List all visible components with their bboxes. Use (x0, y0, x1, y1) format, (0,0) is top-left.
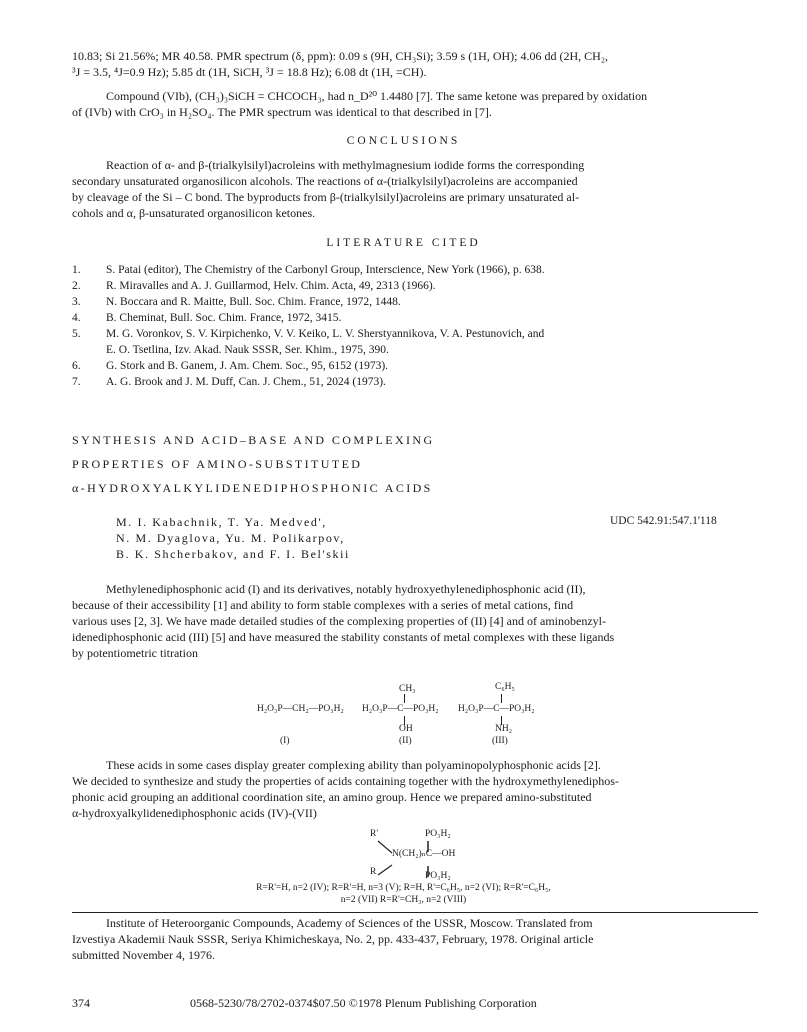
label-iii: (III) (492, 736, 508, 746)
conclusions-line-3: by cleavage of the Si – C bond. The byproducts from β-(trialkylsilyl)acroleins are primary unsaturated al- (72, 190, 580, 204)
formula-ii-main: H₂O₃P—C—PO₃H₂ (362, 704, 439, 714)
conclusions-line-2: secondary unsaturated organosilicon alcohols. The reactions of α-(trialkylsilyl)acroleins are accompanied (72, 174, 578, 188)
formula-iii-main: H₂O₃P—C—PO₃H₂ (458, 704, 535, 714)
intro-line-1: Methylenediphosphonic acid (I) and its derivatives, notably hydroxyethylenediphosphonic acid (II), (106, 582, 586, 596)
udc-code: UDC 542.91:547.1'118 (610, 515, 717, 527)
intro-line-3: various uses [2, 3]. We have made detailed studies of the complexing properties of (II) [4] and of aminobenzyl- (72, 614, 606, 628)
intro-line-2: because of their accessibility [1] and ability to form stable complexes with a series of metal cations, find (72, 598, 574, 612)
bond-line (501, 694, 502, 703)
footnote-line-2: Izvestiya Akademii Nauk SSSR, Seriya Khimicheskaya, No. 2, pp. 433-437, February, 1978. Original article (72, 932, 594, 946)
reference-item: 7. A. G. Brook and J. M. Duff, Can. J. Chem., 51, 2024 (1973). (72, 376, 386, 388)
conclusions-heading: CONCLUSIONS (346, 135, 461, 147)
formula-iii-bottom: NH₂ (495, 724, 513, 734)
formula-ii-top: CH₃ (399, 684, 416, 694)
publication-code: 0568-5230/78/2702-0374$07.50 ©1978 Plenum Publishing Corporation (190, 996, 537, 1010)
literature-heading: LITERATURE CITED (326, 237, 481, 249)
body2-line-4: α-hydroxyalkylidenediphosphonic acids (IV)-(VII) (72, 806, 317, 820)
reference-item: 5. M. G. Voronkov, S. V. Kirpichenko, V. V. Keiko, L. V. Sherstyannikova, V. A. Pestunovich, and (72, 328, 545, 340)
formula-ii-bottom: OH (399, 724, 413, 734)
spectrum-line-1: 10.83; Si 21.56%; MR 40.58. PMR spectrum (δ, ppm): 0.09 s (9H, CH₃Si); 3.59 s (1H, OH); 4.06 dd (2H, CH₂, (72, 49, 609, 63)
intro-line-5: by potentiometric titration (72, 646, 198, 660)
reference-item: 6. G. Stork and B. Ganem, J. Am. Chem. Soc., 95, 6152 (1973). (72, 360, 389, 372)
center-formula: N(CH₂)ₙC—OH (392, 849, 456, 859)
body2-line-2: We decided to synthesize and study the properties of acids containing together with the hydroxymethylenediphos- (72, 774, 619, 788)
authors-line-3: B. K. Shcherbakov, and F. I. Bel'skii (116, 547, 350, 561)
compound-line-1: Compound (VIb), (CH₃)₃SiCH = CHCOCH₃, had n_D²⁰ 1.4480 [7]. The same ketone was prepared by oxidation (106, 89, 648, 103)
body2-line-3: phonic acid grouping an additional coordination site, an amino group. Hence we prepared amino-substituted (72, 790, 592, 804)
r-prime-label: R' (370, 829, 379, 839)
reference-item: 1. S. Patai (editor), The Chemistry of the Carbonyl Group, Interscience, New York (1966), p. 638. (72, 264, 545, 276)
bond-line (404, 694, 405, 703)
reference-item: 3. N. Boccara and R. Maitte, Bull. Soc. Chim. France, 1972, 1448. (72, 296, 401, 308)
r-label: R (370, 867, 377, 877)
formula-i: H₂O₃P—CH₂—PO₃H₂ (257, 704, 344, 714)
article-title-line-3: α-HYDROXYALKYLIDENEDIPHOSPHONIC ACIDS (72, 481, 433, 495)
reference-item: 2. R. Miravalles and A. J. Guillarmod, Helv. Chim. Acta, 49, 2313 (1966). (72, 280, 436, 292)
reference-item: E. O. Tsetlina, Izv. Akad. Nauk SSSR, Ser. Khim., 1975, 390. (106, 344, 389, 356)
formula-iii-top: C₆H₅ (495, 682, 515, 692)
po3h2-top: PO₃H₂ (425, 829, 451, 839)
intro-line-4: idenediphosphonic acid (III) [5] and have measured the stability constants of metal complexes with these ligands (72, 630, 615, 644)
conclusions-line-4: cohols and α, β-unsaturated organosilicon ketones. (72, 206, 316, 220)
article-title-line-2: PROPERTIES OF AMINO-SUBSTITUTED (72, 457, 363, 471)
body2-line-1: These acids in some cases display greater complexing ability than polyaminopolyphosphonic acids [2]. (106, 758, 601, 772)
authors-line-2: N. M. Dyaglova, Yu. M. Polikarpov, (116, 531, 345, 545)
scheme-caption-2: n=2 (VII) R=R'=CH₃, n=2 (VIII) (340, 895, 467, 905)
structure-scheme-1 (0, 678, 807, 750)
spectrum-line-2: ³J = 3.5, ⁴J=0.9 Hz); 5.85 dt (1H, SiCH, ³J = 18.8 Hz); 6.08 dt (1H, =CH). (72, 65, 427, 79)
label-ii: (II) (399, 736, 412, 746)
authors-line-1: M. I. Kabachnik, T. Ya. Medved', (116, 515, 327, 529)
article-title-line-1: SYNTHESIS AND ACID–BASE AND COMPLEXING (72, 433, 435, 447)
footnote-line-1: Institute of Heteroorganic Compounds, Academy of Sciences of the USSR, Moscow. Translated from (106, 916, 593, 930)
reference-item: 4. B. Cheminat, Bull. Soc. Chim. France, 1972, 3415. (72, 312, 342, 324)
footnote-divider (72, 912, 758, 913)
scheme-caption-1: R=R'=H, n=2 (IV); R=R'=H, n=3 (V); R=H, R'=C₆H₅, n=2 (VI); R=R'=C₆H₅, (256, 883, 551, 893)
label-i: (I) (280, 736, 290, 746)
footnote-line-3: submitted November 4, 1976. (72, 948, 215, 962)
reference-list (72, 262, 762, 390)
conclusions-line-1: Reaction of α- and β-(trialkylsilyl)acroleins with methylmagnesium iodide forms the corresponding (106, 158, 585, 172)
page-number: 374 (72, 996, 90, 1010)
compound-line-2: of (IVb) with CrO₃ in H₂SO₄. The PMR spectrum was identical to that described in [7]. (72, 105, 492, 119)
po3h2-bottom: PO₃H₂ (425, 871, 451, 881)
